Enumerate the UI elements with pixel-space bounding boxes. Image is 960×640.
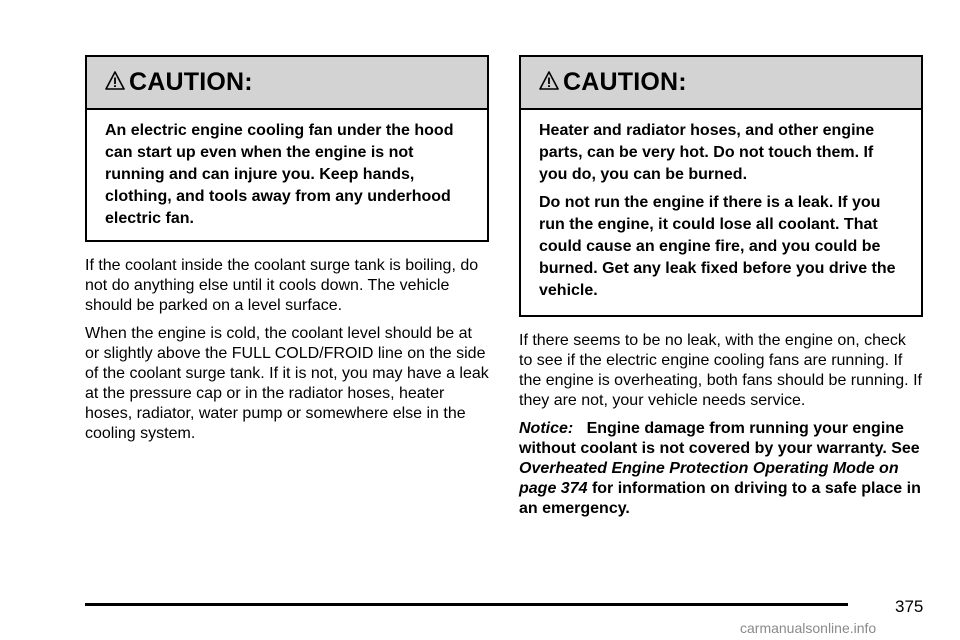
right-column (519, 55, 923, 527)
notice-text: for information on driving to a safe place in an emergency. (519, 480, 921, 517)
body-paragraph: If the coolant inside the coolant surge tank is boiling, do not do anything else until it cools down. The vehicle should be parked on a level surface. (85, 257, 479, 314)
warning-triangle-icon (105, 71, 125, 91)
caution-paragraph: An electric engine cooling fan under the hood can start up even when the engine is not running and can injure you. Keep hands, clothing, and tools away from any underhood electric fan. (105, 122, 454, 227)
notice-paragraph (519, 419, 923, 519)
body-paragraph: If there seems to be no leak, with the engine on, check to see if the electric engine cooling fans are running. If the engine is overheating, both fans should be running. If they are not, your vehicle needs service. (519, 332, 922, 409)
caution-box-fan (85, 55, 489, 242)
caution-title: CAUTION: (129, 68, 253, 96)
watermark: carmanualsonline.info (740, 620, 877, 636)
caution-box-hoses (519, 55, 923, 317)
caution-body (87, 110, 487, 240)
footer-rule (85, 603, 848, 606)
caution-header (521, 57, 921, 110)
warning-triangle-icon (539, 71, 559, 91)
body-paragraph: When the engine is cold, the coolant level should be at or slightly above the FULL COLD/FROID line on the side of the coolant surge tank. If it is not, you may have a leak at the pressure cap or in the radiator hoses, heater hoses, radiator, water pump or somewhere else in the cooling system. (85, 325, 489, 442)
left-column (85, 55, 489, 452)
caution-paragraph: Do not run the engine if there is a leak. If you run the engine, it could lose all coolant. That could cause an engine fire, and you could be burned. Get any leak fixed before you drive the vehicle. (539, 194, 896, 299)
right-body-text (519, 331, 923, 519)
notice-label: Notice: (519, 420, 574, 437)
caution-body (521, 110, 921, 315)
left-body-text (85, 256, 489, 444)
caution-paragraph: Heater and radiator hoses, and other engine parts, can be very hot. Do not touch them. If you do, you can be burned. (539, 122, 875, 183)
caution-header (87, 57, 487, 110)
notice-text: Engine damage from running your engine without coolant is not covered by your warranty. See (519, 420, 920, 457)
notice-cross-reference: Overheated Engine Protection Operating Mode on page 374 (519, 460, 899, 497)
page-number: 375 (895, 597, 924, 616)
caution-title: CAUTION: (563, 68, 687, 96)
